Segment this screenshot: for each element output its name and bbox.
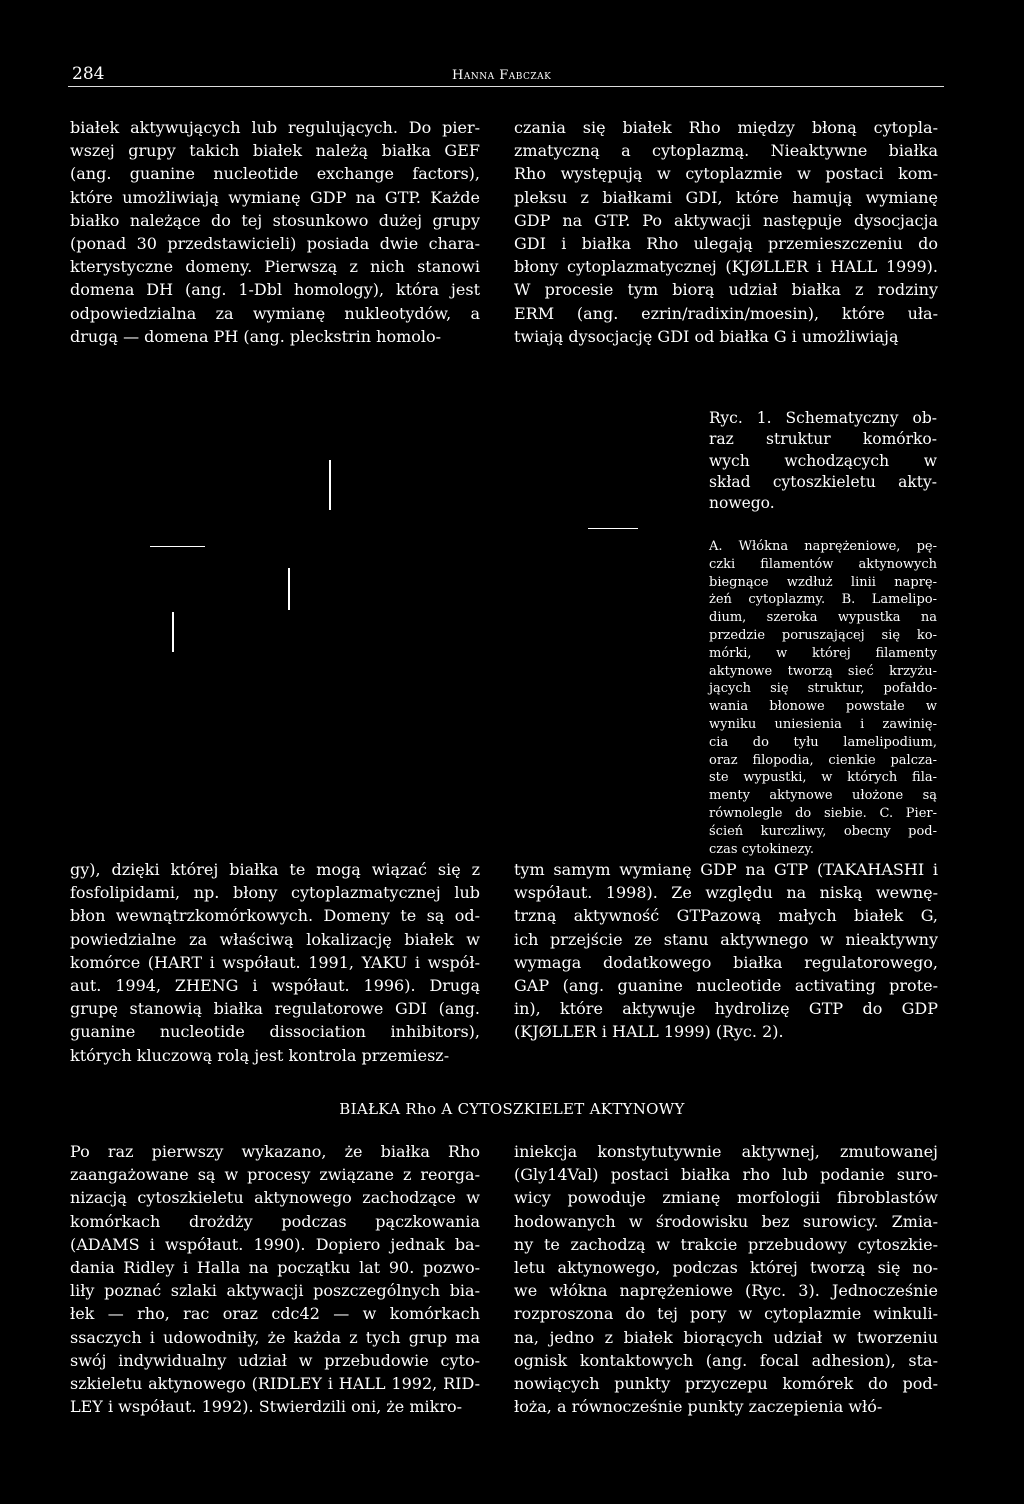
text-line: Ryc. 1. Schematyczny ob- [709, 409, 937, 427]
text-line: czas cytokinezy. [709, 841, 815, 857]
text-line: komórkach drożdży podczas pączkowania [70, 1211, 480, 1231]
text-line: (ang. guanine nucleotide exchange factors), [70, 164, 480, 184]
text-line: twiają dysocjację GDI od białka G i umożliwiają [514, 326, 899, 346]
bottom-left-column [70, 1140, 480, 1418]
text-line: ich przejście ze stanu aktywnego w nieaktywny [514, 929, 938, 949]
running-head: Hanna Fabczak [452, 68, 552, 83]
text-line: aktynowe tworzą sieć krzyżu- [709, 663, 937, 679]
text-line: cia do tyłu lamelipodium, [709, 734, 937, 750]
mid-right-column [514, 858, 938, 1044]
text-line: żeń cytoplazmy. B. Lamelipo- [709, 592, 937, 608]
text-line: biegnące wzdłuż linii naprę- [709, 574, 937, 590]
text-line: wszej grupy takich białek należą białka GEF [70, 141, 480, 161]
text-line: we włókna naprężeniowe (Ryc. 3). Jednocześnie [514, 1281, 938, 1301]
text-line: gy), dzięki której białka te mogą wiązać się z [70, 860, 480, 879]
text-line: GDI i białka Rho ulegają przemieszczeniu do [514, 234, 938, 254]
text-line: grupę stanowią białka regulatorowe GDI (ang. [70, 999, 480, 1019]
text-line: (ADAMS i współaut. 1990). Dopiero jednak ba- [70, 1234, 480, 1254]
top-left-column [70, 116, 480, 348]
figure-line-mark [172, 612, 174, 652]
text-line: hodowanych w środowisku bez surowicy. Zmia- [514, 1211, 938, 1231]
text-line: ny te zachodzą w trakcie przebudowy cytoszkie- [514, 1234, 938, 1254]
text-line: W procesie tym biorą udział białka z rodziny [514, 280, 938, 300]
page-number: 284 [72, 64, 105, 84]
top-right-column [514, 116, 938, 348]
text-line: oraz filopodia, cienkie palcza- [709, 752, 937, 768]
page-header [68, 64, 944, 87]
text-line: GDP na GTP. Po aktywacji następuje dysocjacja [514, 210, 938, 230]
text-line: białko należące do tej stosunkowo dużej grupy [70, 210, 480, 230]
figure-caption-title [709, 408, 937, 514]
text-line: jących się struktur, pofałdo- [709, 681, 937, 697]
figure-caption-body [709, 538, 937, 858]
figure-line-mark [329, 460, 331, 510]
text-line: które umożliwiają wymianę GDP na GTP. Każde [70, 187, 480, 207]
text-line: (Gly14Val) postaci białka rho lub podanie suro- [514, 1165, 938, 1185]
text-line: pleksu z białkami GDI, które hamują wymianę [514, 187, 938, 207]
text-line: Rho występują w cytoplazmie w postaci kom- [514, 164, 938, 184]
text-line: na, jedno z białek biorących udział w tworzeniu [514, 1327, 938, 1347]
text-line: Po raz pierwszy wykazano, że białka Rho [70, 1142, 480, 1161]
text-line: fosfolipidami, np. błony cytoplazmatycznej lub [70, 883, 480, 903]
text-line: aut. 1994, ZHENG i współaut. 1996). Drugą [70, 976, 480, 996]
text-line: których kluczową rolą jest kontrola przemiesz- [70, 1045, 450, 1065]
text-line: (ponad 30 przedstawicieli) posiada dwie chara- [70, 234, 480, 254]
text-line: łoża, a równocześnie punkty zaczepienia włó- [514, 1397, 883, 1417]
text-line: łek — rho, rac oraz cdc42 — w komórkach [70, 1304, 480, 1324]
text-line: przedzie poruszającej się ko- [709, 627, 937, 643]
text-line: (KJØLLER i HALL 1999) (Ryc. 2). [514, 1022, 784, 1042]
text-line: powiedzialne za właściwą lokalizację białek w [70, 929, 480, 949]
text-line: mórki, w której filamenty [709, 645, 937, 661]
text-line: równolegle do siebie. C. Pier- [709, 805, 937, 821]
figure-line-mark [588, 528, 638, 529]
text-line: iniekcja konstytutywnie aktywnej, zmutowanej [514, 1142, 938, 1161]
mid-left-column [70, 858, 480, 1067]
text-line: skład cytoszkieletu akty- [709, 472, 937, 491]
text-line: zaangażowane są w procesy związane z reorga- [70, 1165, 480, 1185]
text-line: odpowiedzialna za wymianę nukleotydów, a [70, 303, 480, 323]
text-line: zmatyczną a cytoplazmą. Nieaktywne białka [514, 141, 938, 161]
figure-line-mark [150, 546, 205, 547]
text-line: A. Włókna naprężeniowe, pę- [709, 539, 937, 554]
text-line: nizacją cytoszkieletu aktynowego zachodzące w [70, 1188, 480, 1208]
text-line: trzną aktywność GTPazową małych białek G, [514, 906, 938, 926]
text-line: raz struktur komórko- [709, 430, 937, 449]
text-line: wych wchodzących w [709, 451, 937, 470]
text-line: wicy powoduje zmianę morfologii fibroblastów [514, 1188, 938, 1208]
text-line: wyniku uniesienia i zawinię- [709, 716, 937, 732]
text-line: nowego. [709, 494, 775, 513]
text-line: dium, szeroka wypustka na [709, 610, 937, 626]
figure-1 [100, 400, 680, 820]
section-heading: BIAŁKA Rho A CYTOSZKIELET AKTYNOWY [339, 1100, 685, 1118]
text-line: błony cytoplazmatycznej (KJØLLER i HALL 1999). [514, 257, 938, 277]
text-line: dania Ridley i Halla na początku lat 90. pozwo- [70, 1258, 480, 1278]
bottom-right-column [514, 1140, 938, 1418]
figure-line-mark [288, 568, 290, 610]
text-line: czki filamentów aktynowych [709, 556, 937, 572]
text-line: współaut. 1998). Ze względu na niską wewnę- [514, 883, 938, 903]
text-line: wania błonowe powstałe w [709, 699, 937, 715]
text-line: nowiących punkty przyczepu komórek do pod- [514, 1374, 938, 1394]
text-line: ste wypustki, w których fila- [709, 770, 937, 786]
text-line: tym samym wymianę GDP na GTP (TAKAHASHI i [514, 860, 938, 879]
text-line: letu aktynowego, podczas której tworzą się no- [514, 1258, 938, 1278]
text-line: ssaczych i udowodniły, że każda z tych grup ma [70, 1327, 480, 1347]
text-line: czania się białek Rho między błoną cytopla- [514, 118, 938, 137]
text-line: menty aktynowe ułożone są [709, 788, 937, 804]
text-line: rozproszona do tej pory w cytoplazmie winkuli- [514, 1304, 938, 1324]
text-line: swój indywidualny udział w przebudowie cyto- [70, 1350, 480, 1370]
text-line: domena DH (ang. 1-Dbl homology), która jest [70, 280, 480, 300]
text-line: GAP (ang. guanine nucleotide activating prote- [514, 976, 938, 996]
text-line: ścień kurczliwy, obecny pod- [709, 823, 937, 839]
text-line: ERM (ang. ezrin/radixin/moesin), które uła- [514, 303, 938, 323]
text-line: LEY i współaut. 1992). Stwierdzili oni, że mikro- [70, 1397, 463, 1417]
text-line: drugą — domena PH (ang. pleckstrin homolo- [70, 326, 442, 346]
text-line: wymaga dodatkowego białka regulatorowego, [514, 952, 938, 972]
text-line: białek aktywujących lub regulujących. Do pier- [70, 118, 480, 137]
text-line: ognisk kontaktowych (ang. focal adhesion), sta- [514, 1350, 938, 1370]
text-line: błon wewnątrzkomórkowych. Domeny te są od- [70, 906, 480, 926]
text-line: szkieletu aktynowego (RIDLEY i HALL 1992, RID- [70, 1374, 480, 1394]
text-line: in), które aktywuje hydrolizę GTP do GDP [514, 999, 938, 1019]
text-line: liły poznać szlaki aktywacji poszczególnych bia- [70, 1281, 480, 1301]
text-line: kterystyczne domeny. Pierwszą z nich stanowi [70, 257, 480, 277]
text-line: komórce (HART i współaut. 1991, YAKU i współ- [70, 952, 480, 972]
text-line: guanine nucleotide dissociation inhibitors), [70, 1022, 480, 1042]
